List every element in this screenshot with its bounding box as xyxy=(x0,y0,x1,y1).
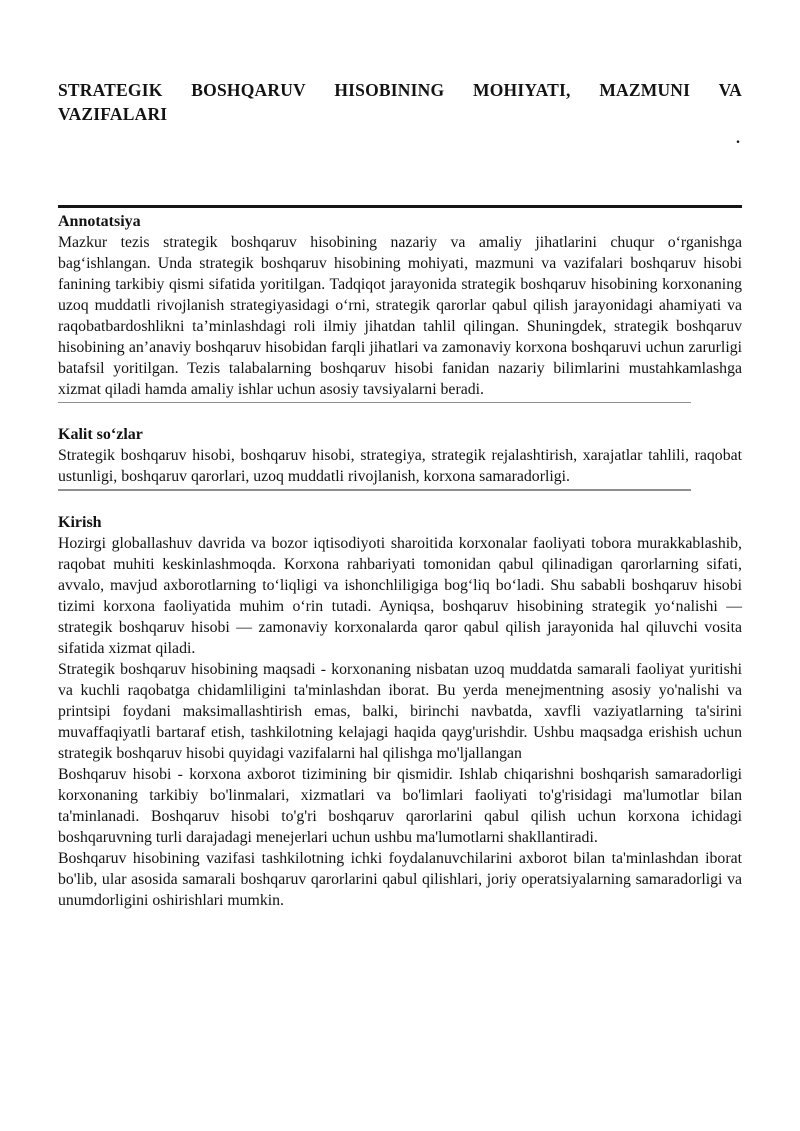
introduction-paragraph-2: Strategik boshqaruv hisobining maqsadi - korxonaning nisbatan uzoq muddatda samarali faoliyat yuritishi va kuchli raqobatga chidamliligini ta'minlashdan iborat. Bu yerda menejmentning asosiy yo'nalishi va printsipi foydani maksimallashtirish emas, balki, birinchi navbatda, xavfli vaziyatlarning ta'sirini muvaffaqiyatli bartaraf etish, tashkilotning kelajagi haqida qayg'urishdir. Ushbu maqsadga erishish uchun strategik boshqaruv hisobi quyidagi vazifalarni hal qilishga mo'ljallangan xyxy=(58,660,742,762)
introduction-paragraph-3: Boshqaruv hisobi - korxona axborot tizimining bir qismidir. Ishlab chiqarishni boshqarish samaradorligi korxonaning tarkibiy bo'linmalari, xizmatlari va bo'limlari faoliyati to'g'risidagi ma'lumotlar bilan ta'minlanadi. Boshqaruv hisobi to'g'ri boshqaruv qarorlarini qabul qilish uchun korxona ichidagi boshqaruvning turli darajadagi menejerlari uchun ushbu ma'lumotlarni shakllantiradi. xyxy=(58,765,742,846)
introduction-body xyxy=(58,533,742,911)
keywords-heading: Kalit soʻzlar xyxy=(58,426,143,443)
document-title-line-2: VAZIFALARI xyxy=(58,104,168,124)
document-title-line-1: STRATEGIK BOSHQARUV HISOBINING MOHIYATI, MAZMUNI VA xyxy=(58,80,742,100)
title-section-divider xyxy=(58,205,742,208)
introduction-paragraph-4: Boshqaruv hisobining vazifasi tashkilotning ichki foydalanuvchilarini axborot bilan ta'minlashdan iborat bo'lib, ular asosida samarali boshqaruv qarorlarini qabul qilishlari, joriy operatsiyalarning samaradorligi va unumdorligini oshirishlari mumkin. xyxy=(58,849,742,909)
author-placeholder-dot: . xyxy=(736,130,740,147)
annotation-underline xyxy=(58,402,691,404)
document-title xyxy=(58,78,742,126)
section-annotation xyxy=(58,211,742,404)
keywords-underline xyxy=(58,489,691,491)
introduction-heading: Kirish xyxy=(58,513,102,531)
section-keywords xyxy=(58,424,742,491)
section-introduction xyxy=(58,512,742,911)
keywords-body: Strategik boshqaruv hisobi, boshqaruv hisobi, strategiya, strategik rejalashtirish, xarajatlar tahlili, raqobat ustunligi, boshqaruv qarorlari, uzoq muddatli rivojlanish, korxona samaradorligi. xyxy=(58,447,742,485)
annotation-body: Mazkur tezis strategik boshqaruv hisobining nazariy va amaliy jihatlarini chuqur oʻrganishga bagʻishlangan. Unda strategik boshqaruv hisobining mohiyati, mazmuni va vazifalari boshqaruv hisobi fanining tarkibiy qismi sifatida yoritilgan. Tadqiqot jarayonida strategik boshqaruv hisobining korxonaning uzoq muddatli rivojlanish strategiyasidagi oʻrni, strategik qarorlar qabul qilish jarayonidagi ahamiyati va raqobatbardoshlikni taʼminlashdagi roli ilmiy jihatdan tahlil qilingan. Shuningdek, strategik boshqaruv hisobining anʼanaviy boshqaruv hisobidan farqli jihatlari va zamonaviy korxona boshqaruvi uchun zarurligi batafsil yoritilgan. Tezis talabalarning boshqaruv hisobi fanidan nazariy bilimlarini mustahkamlashga xizmat qiladi hamda amaliy ishlar uchun asosiy tavsiyalarni beradi. xyxy=(58,233,742,398)
introduction-paragraph-1: Hozirgi globallashuv davrida va bozor iqtisodiyoti sharoitida korxonalar faoliyati tobora murakkablashib, raqobat muhiti keskinlashmoqda. Korxona rahbariyati tomonidan qabul qilinadigan qarorlarning sifati, avvalo, mavjud axborotlarning toʻliqligi va ishonchliligiga bogʻliq boʻladi. Shu sababli boshqaruv hisobi tizimi korxona faoliyatida muhim oʻrin tutadi. Ayniqsa, boshqaruv hisobining strategik yoʻnalishi — strategik boshqaruv hisobi — zamonaviy korxonalarda qaror qabul qilish jarayonida hal qiluvchi vosita sifatida xizmat qiladi. xyxy=(58,534,742,657)
annotation-heading: Annotatsiya xyxy=(58,212,141,230)
